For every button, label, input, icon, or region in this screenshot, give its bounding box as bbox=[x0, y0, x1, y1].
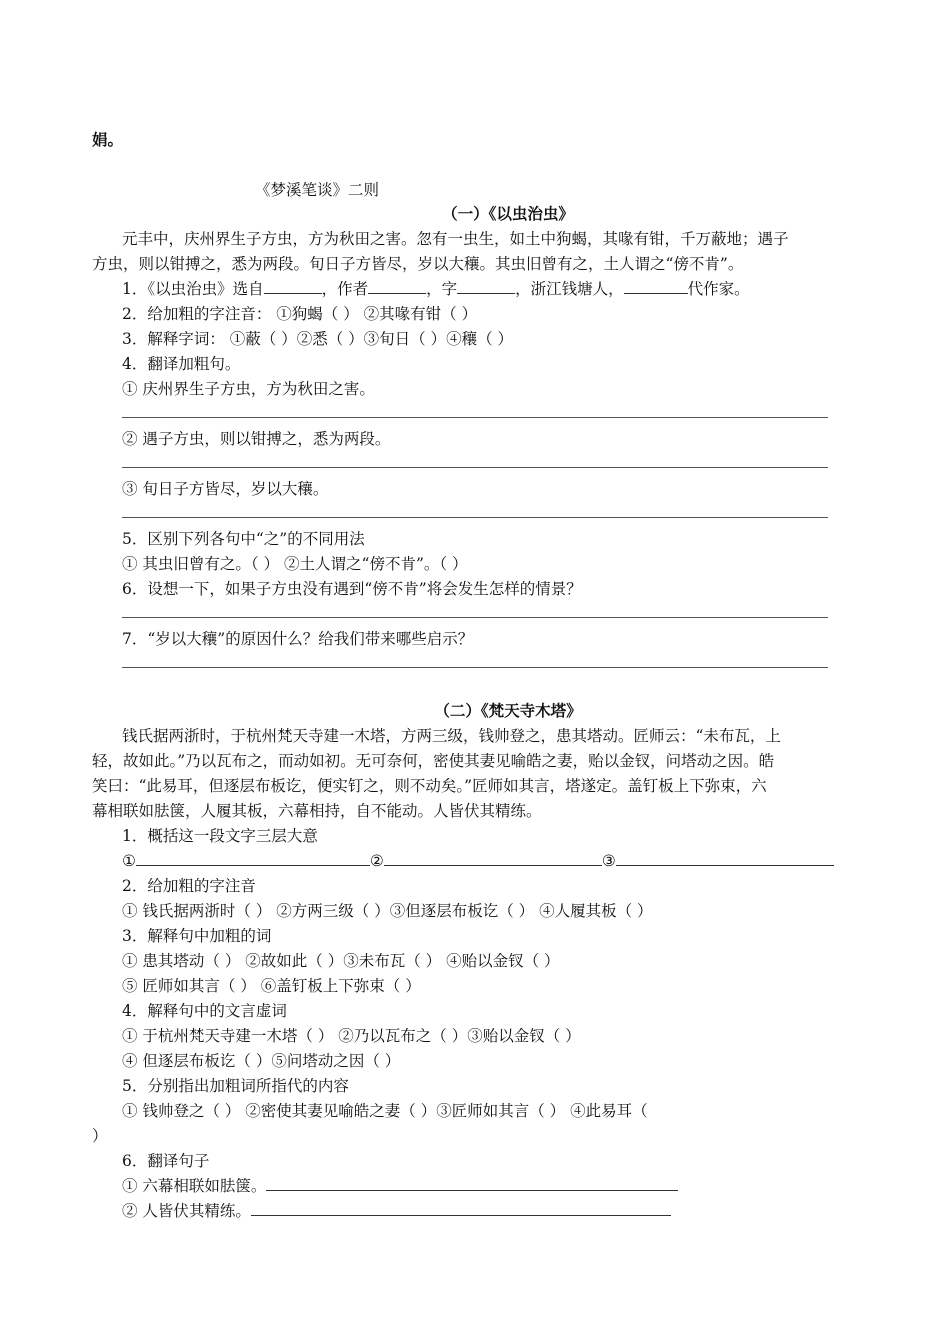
collection-title: 《梦溪笔谈》二则 bbox=[255, 181, 380, 199]
part2-q6: 6．翻译句子 bbox=[122, 1152, 210, 1170]
part1-q5-items: ① 其虫旧曾有之。（ ） ②土人谓之“傍不肯”。（ ） bbox=[122, 555, 468, 573]
part2-passage-line-1: 钱氏据两浙时，于杭州梵天寺建一木塔，方两三级，钱帅登之，患其塔动。匠师云：“未布瓦，上 bbox=[122, 727, 781, 745]
part2-q3-items-1: ① 患其塔动（ ） ②故如此（ ）③未布瓦（ ） ④贻以金钗（ ） bbox=[122, 952, 560, 970]
part1-q4-item-1: ① 庆州界生子方虫，方为秋田之害。 bbox=[122, 380, 375, 398]
part1-q7: 7．“岁以大穰”的原因什么？给我们带来哪些启示？ bbox=[122, 630, 474, 648]
q1-source-blank[interactable] bbox=[264, 277, 322, 294]
answer-line[interactable] bbox=[122, 617, 828, 618]
q1-author-blank[interactable] bbox=[368, 277, 426, 294]
part2-q5-items: ① 钱帅登之（ ） ②密使其妻见喻皓之妻（ ）③匠师如其言（ ） ④此易耳（ bbox=[122, 1102, 648, 1120]
part2-passage-line-2: 轻，故如此。”乃以瓦布之，而动如初。无可奈何，密使其妻见喻皓之妻，贻以金钗，问塔动之因。皓 bbox=[92, 752, 775, 770]
layer-1-blank[interactable] bbox=[136, 849, 370, 866]
part2-q4: 4．解释句中的文言虚词 bbox=[122, 1002, 287, 1020]
translation-blank[interactable] bbox=[266, 1174, 678, 1191]
part2-q5: 5．分别指出加粗词所指代的内容 bbox=[122, 1077, 349, 1095]
part1-q1: 1．《以虫治虫》选自 ，作者 ，字 ，浙江钱塘人， 代作家。 bbox=[122, 277, 750, 301]
part2-passage-line-4: 幕相联如胠箧，人履其板，六幕相持，自不能动。人皆伏其精练。 bbox=[92, 802, 542, 820]
part2-q1: 1．概括这一段文字三层大意 bbox=[122, 827, 318, 845]
part1-passage-line-2: 方虫，则以钳搏之，悉为两段。旬日子方皆尽，岁以大穰。其虫旧曾有之，土人谓之“傍不肯”。 bbox=[92, 255, 744, 273]
answer-line[interactable] bbox=[122, 517, 828, 518]
part1-q5: 5．区别下列各句中“之”的不同用法 bbox=[122, 530, 365, 548]
layer-3-blank[interactable] bbox=[616, 849, 834, 866]
part2-q1-blanks: ① ② ③ bbox=[122, 849, 834, 873]
part1-passage-line-1: 元丰中，庆州界生子方虫，方为秋田之害。忽有一虫生，如土中狗蝎，其喙有钳，千万蔽地；遇子 bbox=[122, 230, 789, 248]
part2-q4-items-2: ④ 但逐层布板讫（ ）⑤问塔动之因（ ） bbox=[122, 1052, 401, 1070]
part1-q4: 4．翻译加粗句。 bbox=[122, 355, 241, 373]
part2-q2: 2．给加粗的字注音 bbox=[122, 877, 256, 895]
part2-q3-items-2: ⑤ 匠师如其言（ ） ⑥盖钉板上下弥束（ ） bbox=[122, 977, 421, 995]
answer-line[interactable] bbox=[122, 667, 828, 668]
part1-q4-item-2: ② 遇子方虫，则以钳搏之，悉为两段。 bbox=[122, 430, 391, 448]
translation-blank[interactable] bbox=[251, 1199, 671, 1216]
top-fragment: 娟。 bbox=[92, 130, 124, 149]
part2-q4-items-1: ① 于杭州梵天寺建一木塔（ ） ②乃以瓦布之（ ）③贻以金钗（ ） bbox=[122, 1027, 581, 1045]
part1-q6: 6．设想一下，如果子方虫没有遇到“傍不肯”将会发生怎样的情景？ bbox=[122, 580, 582, 598]
part1-q2: 2．给加粗的字注音： ①狗蝎（ ） ②其喙有钳（ ） bbox=[122, 305, 478, 323]
part2-heading: （二）《梵天寺木塔》 bbox=[434, 701, 582, 720]
part1-heading: （一）《以虫治虫》 bbox=[442, 204, 574, 223]
part2-q6-item-1: ① 六幕相联如胠箧。 bbox=[122, 1174, 678, 1198]
answer-line[interactable] bbox=[122, 417, 828, 418]
q1-dynasty-blank[interactable] bbox=[624, 277, 688, 294]
part2-q3: 3．解释句中加粗的词 bbox=[122, 927, 272, 945]
part2-q2-items: ① 钱氏据两浙时（ ） ②方两三级（ ）③但逐层布板讫（ ） ④人履其板（ ） bbox=[122, 902, 653, 920]
part2-q5-continuation: ） bbox=[92, 1127, 108, 1145]
part1-q4-item-3: ③ 旬日子方皆尽，岁以大穰。 bbox=[122, 480, 329, 498]
answer-line[interactable] bbox=[122, 467, 828, 468]
part2-passage-line-3: 笑曰：“此易耳，但逐层布板讫，便实钉之，则不动矣。”匠师如其言，塔遂定。盖钉板上下弥束，六 bbox=[92, 777, 767, 795]
layer-2-blank[interactable] bbox=[384, 849, 602, 866]
part1-q3: 3．解释字词： ①蔽（ ）②悉（ ）③旬日（ ）④穰（ ） bbox=[122, 330, 513, 348]
q1-courtesy-name-blank[interactable] bbox=[457, 277, 515, 294]
part2-q6-item-2: ② 人皆伏其精练。 bbox=[122, 1199, 671, 1223]
